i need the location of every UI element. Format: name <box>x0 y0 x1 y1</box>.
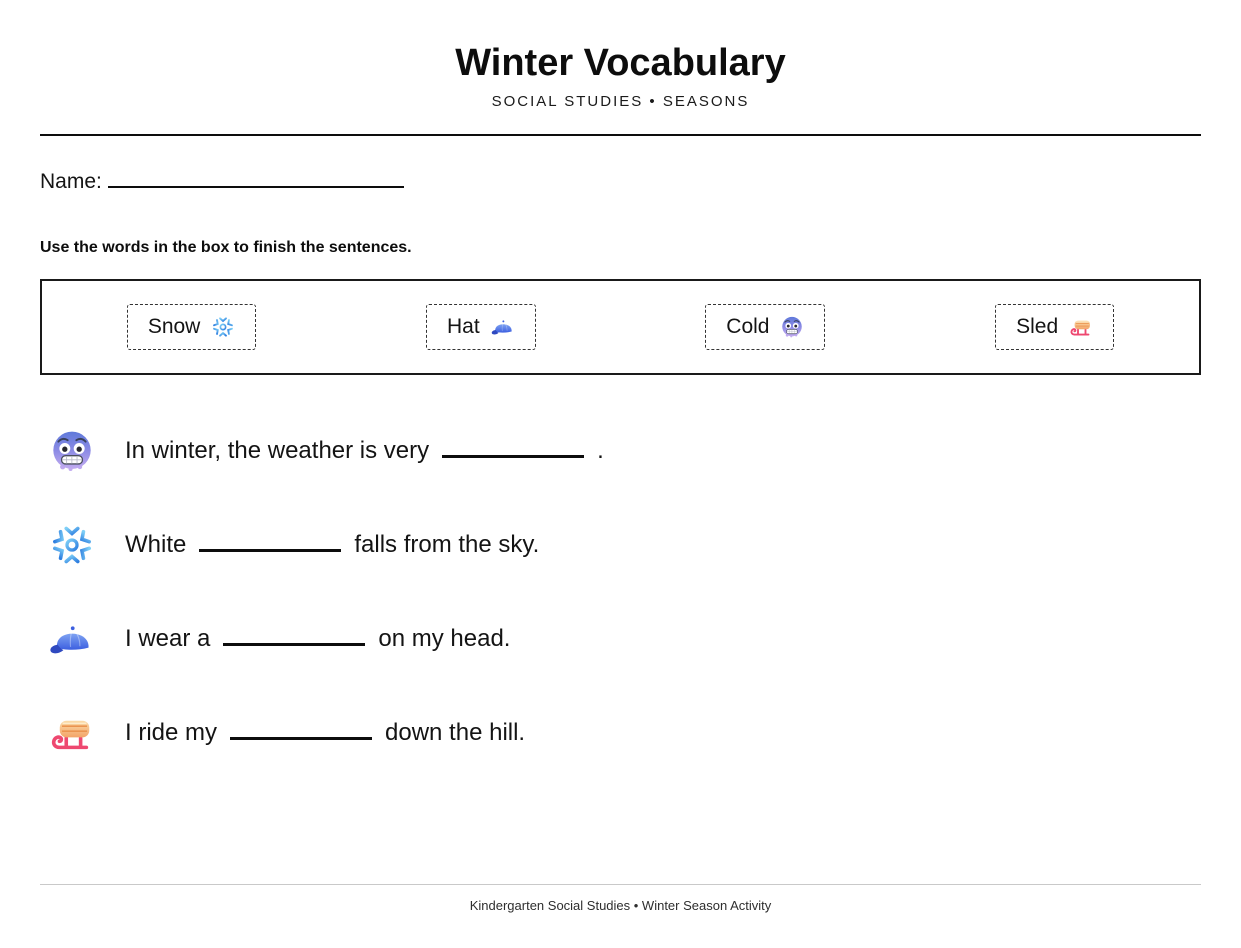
sentence-pre: White <box>125 531 187 558</box>
sentence-row-4 <box>48 708 1201 758</box>
sentence-post: . <box>597 437 604 464</box>
name-blank-line <box>108 186 404 188</box>
sentence-text <box>125 531 539 559</box>
name-row <box>40 170 1201 194</box>
sentence-text <box>125 437 604 465</box>
name-label: Name: <box>40 170 102 193</box>
sentence-text <box>125 625 510 653</box>
instructions-text: Use the words in the box to finish the sentences. <box>40 239 412 256</box>
page-title: Winter Vocabulary <box>455 42 786 84</box>
sentence-post: falls from the sky. <box>354 531 540 558</box>
cap-icon <box>48 615 96 663</box>
worksheet-page <box>0 42 1241 948</box>
answer-blank <box>230 737 372 740</box>
word-chip-label: Snow <box>147 315 201 338</box>
footer <box>40 884 1201 948</box>
snowflake-icon <box>48 521 96 569</box>
word-chip-label: Sled <box>1016 315 1059 338</box>
answer-blank <box>442 455 584 458</box>
sentence-row-2 <box>48 520 1201 570</box>
word-chip-snow <box>127 304 257 350</box>
word-chip-label: Cold <box>726 315 770 338</box>
sled-icon <box>1069 315 1093 339</box>
word-chip-label: Hat <box>446 315 480 338</box>
word-chip-cold <box>705 304 825 350</box>
header-divider <box>40 134 1201 136</box>
sentence-post: on my head. <box>378 625 511 652</box>
cap-icon <box>491 315 515 339</box>
cold-face-icon <box>780 315 804 339</box>
sentence-post: down the hill. <box>385 719 526 746</box>
sentence-row-1 <box>48 426 1201 476</box>
word-chip-hat <box>426 304 536 350</box>
sentence-row-3 <box>48 614 1201 664</box>
sled-icon <box>48 709 96 757</box>
footer-text: Kindergarten Social Studies • Winter Season Activity <box>469 898 772 913</box>
cold-face-icon <box>48 427 96 475</box>
page-subtitle: SOCIAL STUDIES • SEASONS <box>491 93 750 110</box>
snowflake-icon <box>211 315 235 339</box>
sentence-pre: I wear a <box>125 625 211 652</box>
answer-blank <box>223 643 365 646</box>
sentence-pre: I ride my <box>125 719 218 746</box>
word-bank-box <box>40 279 1201 375</box>
sentence-pre: In winter, the weather is very <box>125 437 430 464</box>
sentence-text <box>125 719 525 747</box>
word-chip-sled <box>995 304 1114 350</box>
sentences-section <box>0 426 1241 758</box>
answer-blank <box>199 549 341 552</box>
